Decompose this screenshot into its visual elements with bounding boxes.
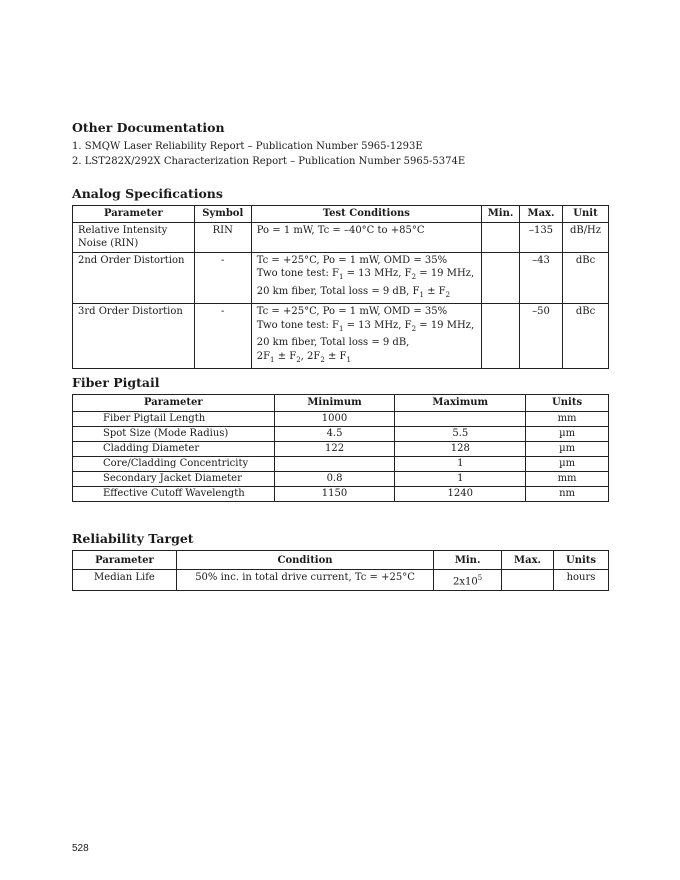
condition-line: Two tone test: $F_1 = 13$ MHz, $F_2 = 19$ MHz, xyxy=(256,319,475,333)
doc-item: 1. SMQW Laser Reliability Report – Publication Number 5965-1293E xyxy=(72,141,423,152)
table-header-row xyxy=(73,206,609,223)
max-cell xyxy=(502,569,554,590)
col-header: Max. xyxy=(502,551,554,570)
parameter-cell: Core/Cladding Concentricity xyxy=(73,456,275,471)
parameter-cell: Median Life xyxy=(73,569,177,590)
units-cell: mm xyxy=(526,411,609,426)
min-cell xyxy=(482,222,520,252)
min-cell: $2x10^5$ xyxy=(434,569,502,590)
col-header: Units xyxy=(526,395,609,412)
col-header: Condition xyxy=(176,551,433,570)
table-row xyxy=(73,471,609,486)
unit-cell: dBc xyxy=(562,252,608,304)
conditions-cell: Po = 1 mW, Tc = –40°C to +85°C xyxy=(251,222,481,252)
table-row xyxy=(73,456,609,471)
fiber-pigtail-section xyxy=(72,375,609,502)
symbol-cell: - xyxy=(194,304,251,369)
col-header: Parameter xyxy=(73,395,275,412)
parameter-cell: Relative Intensity Noise (RIN) xyxy=(73,222,195,252)
conditions-cell xyxy=(251,304,481,369)
condition-line: $2F_1 \pm F_2$, $2F_2 \pm F_1$ xyxy=(256,350,351,364)
doc-item: 2. LST282X/292X Characterization Report – Publication Number 5965-5374E xyxy=(72,156,466,167)
min-cell xyxy=(482,252,520,304)
table-row xyxy=(73,411,609,426)
col-header: Test Conditions xyxy=(251,206,481,223)
table-row xyxy=(73,441,609,456)
page-number: 528 xyxy=(72,843,89,854)
table-row xyxy=(73,252,609,304)
reliability-target-section xyxy=(72,531,609,591)
minimum-cell: 0.8 xyxy=(274,471,395,486)
maximum-cell xyxy=(395,411,526,426)
units-cell: nm xyxy=(526,486,609,501)
parameter-cell: Effective Cutoff Wavelength xyxy=(73,486,275,501)
condition-line: 20 km fiber, Total loss = 9 dB, $F_1 \pm F_2$ xyxy=(256,285,451,299)
table-header-row xyxy=(73,551,609,570)
table-row xyxy=(73,304,609,369)
table-header-row xyxy=(73,395,609,412)
col-header: Parameter xyxy=(73,206,195,223)
symbol-cell: - xyxy=(194,252,251,304)
col-header: Symbol xyxy=(194,206,251,223)
col-header: Minimum xyxy=(274,395,395,412)
other-documentation-heading: Other Documentation xyxy=(72,120,225,135)
other-documentation-section xyxy=(72,120,609,169)
units-cell: µm xyxy=(526,456,609,471)
parameter-cell: Spot Size (Mode Radius) xyxy=(73,426,275,441)
fiber-pigtail-heading: Fiber Pigtail xyxy=(72,375,160,390)
condition-line: Two tone test: $F_1 = 13$ MHz, $F_2 = 19$ MHz, xyxy=(256,268,475,281)
unit-cell: dBc xyxy=(562,304,608,369)
min-cell xyxy=(482,304,520,369)
fiber-pigtail-table xyxy=(72,394,609,502)
maximum-cell: 1 xyxy=(395,456,526,471)
minimum-cell: 1000 xyxy=(274,411,395,426)
maximum-cell: 5.5 xyxy=(395,426,526,441)
table-row xyxy=(73,426,609,441)
col-header: Min. xyxy=(434,551,502,570)
maximum-cell: 1240 xyxy=(395,486,526,501)
condition-line: Tc = +25°C, Po = 1 mW, OMD = 35% xyxy=(256,254,448,266)
maximum-cell: 1 xyxy=(395,471,526,486)
col-header: Unit xyxy=(562,206,608,223)
condition-line: 20 km fiber, Total loss = 9 dB, xyxy=(256,337,410,348)
minimum-cell xyxy=(274,456,395,471)
max-cell: –135 xyxy=(520,222,563,252)
table-row xyxy=(73,569,609,590)
col-header: Units xyxy=(554,551,609,570)
reliability-table xyxy=(72,550,609,591)
col-header: Parameter xyxy=(73,551,177,570)
analog-spec-table xyxy=(72,205,609,369)
condition-line: Tc = +25°C, Po = 1 mW, OMD = 35% xyxy=(256,306,448,317)
col-header: Max. xyxy=(520,206,563,223)
reliability-target-heading: Reliability Target xyxy=(72,531,194,546)
minimum-cell: 4.5 xyxy=(274,426,395,441)
parameter-cell: 3rd Order Distortion xyxy=(73,304,195,369)
analog-specifications-section xyxy=(72,186,609,369)
minimum-cell: 122 xyxy=(274,441,395,456)
units-cell: µm xyxy=(526,426,609,441)
minimum-cell: 1150 xyxy=(274,486,395,501)
symbol-cell: RIN xyxy=(194,222,251,252)
maximum-cell: 128 xyxy=(395,441,526,456)
unit-cell: dB/Hz xyxy=(562,222,608,252)
parameter-cell: 2nd Order Distortion xyxy=(73,252,195,304)
table-row xyxy=(73,222,609,252)
analog-specifications-heading: Analog Specifications xyxy=(72,186,223,201)
parameter-cell: Cladding Diameter xyxy=(73,441,275,456)
parameter-cell: Fiber Pigtail Length xyxy=(73,411,275,426)
max-cell: –50 xyxy=(520,304,563,369)
condition-cell: 50% inc. in total drive current, Tc = +25°C xyxy=(176,569,433,590)
conditions-cell xyxy=(251,252,481,304)
table-row xyxy=(73,486,609,501)
parameter-cell: Secondary Jacket Diameter xyxy=(73,471,275,486)
units-cell: hours xyxy=(554,569,609,590)
units-cell: µm xyxy=(526,441,609,456)
units-cell: mm xyxy=(526,471,609,486)
max-cell: –43 xyxy=(520,252,563,304)
col-header: Min. xyxy=(482,206,520,223)
col-header: Maximum xyxy=(395,395,526,412)
